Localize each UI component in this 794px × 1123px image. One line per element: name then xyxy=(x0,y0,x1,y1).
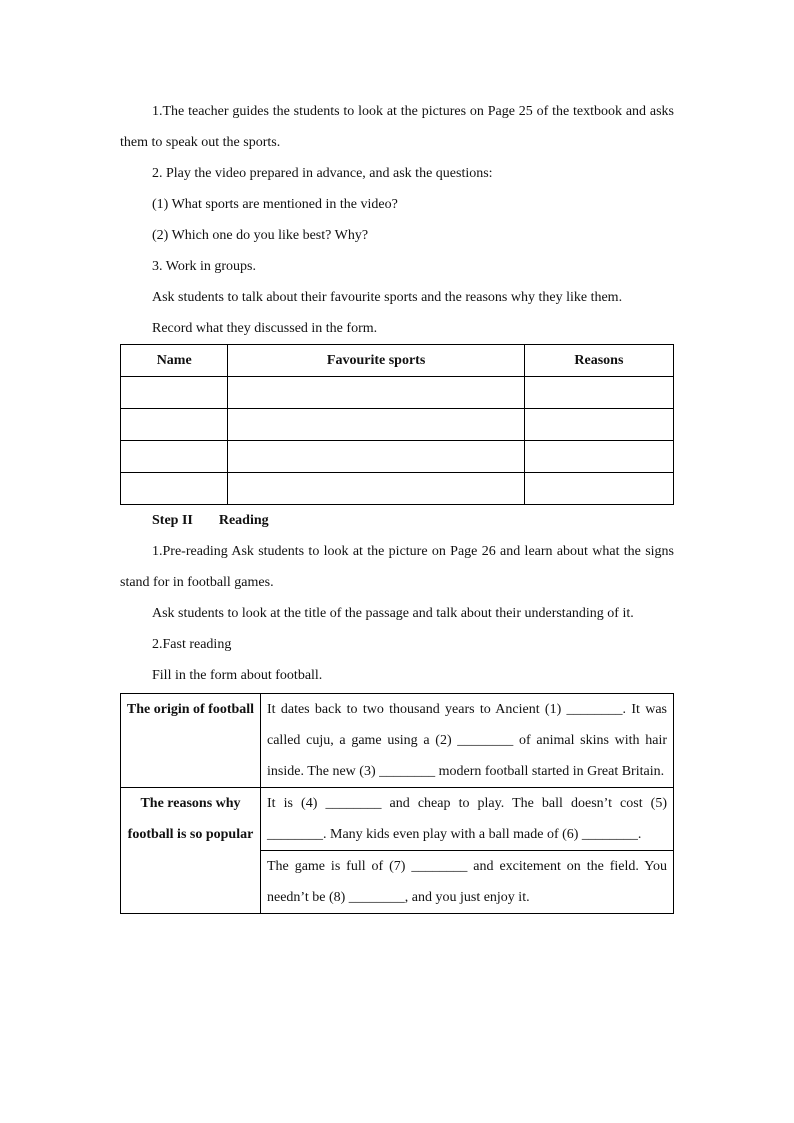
step-heading xyxy=(120,505,674,536)
header-reasons: Reasons xyxy=(524,345,673,377)
table-cell[interactable] xyxy=(121,441,228,473)
table-cell[interactable] xyxy=(121,473,228,505)
header-name: Name xyxy=(121,345,228,377)
table-cell[interactable] xyxy=(228,377,524,409)
table-cell[interactable] xyxy=(524,409,673,441)
intro-paragraph-2: 2. Play the video prepared in advance, and ask the questions: xyxy=(152,166,493,181)
origin-text: It dates back to two thousand years to Ancient (1) ________. It was called cuju, a game using a (2) ________ of animal skins with hair inside. The new (3) ________ modern football started in Great Britain. xyxy=(261,694,674,788)
football-table xyxy=(120,693,674,914)
intro-paragraph-5: Record what they discussed in the form. xyxy=(152,321,378,336)
reading-paragraph-4: Fill in the form about football. xyxy=(152,668,323,683)
table-row xyxy=(121,788,674,851)
intro-paragraph-4: Ask students to talk about their favourite sports and the reasons why they like them. xyxy=(152,290,623,305)
reading-paragraph-2: Ask students to look at the title of the passage and talk about their understanding of it. xyxy=(152,606,634,621)
reasons-text-2: The game is full of (7) ________ and excitement on the field. You needn’t be (8) ________, and you just enjoy it. xyxy=(261,851,674,914)
table-row xyxy=(121,473,674,505)
table-cell[interactable] xyxy=(524,473,673,505)
question-1: (1) What sports are mentioned in the video? xyxy=(152,197,398,212)
intro-paragraph-3: 3. Work in groups. xyxy=(152,259,257,274)
question-2: (2) Which one do you like best? Why? xyxy=(152,228,369,243)
header-favourite-sports: Favourite sports xyxy=(228,345,524,377)
document-content xyxy=(120,96,674,914)
table-cell[interactable] xyxy=(121,377,228,409)
reading-paragraph-1: 1.Pre-reading Ask students to look at the picture on Page 26 and learn about what the signs stand for in football games. xyxy=(120,544,674,590)
table-row xyxy=(121,694,674,788)
table-cell[interactable] xyxy=(524,377,673,409)
table-row xyxy=(121,377,674,409)
step-label: Step II xyxy=(152,513,193,528)
reasons-label: The reasons why football is so popular xyxy=(121,788,261,914)
step-title: Reading xyxy=(218,513,269,528)
table-cell[interactable] xyxy=(228,473,524,505)
table-header-row xyxy=(121,345,674,377)
table-row xyxy=(121,441,674,473)
table-cell[interactable] xyxy=(121,409,228,441)
intro-paragraph-1: 1.The teacher guides the students to look at the pictures on Page 25 of the textbook and asks them to speak out the sports. xyxy=(120,104,674,150)
table-cell[interactable] xyxy=(228,441,524,473)
reasons-text-1: It is (4) ________ and cheap to play. The ball doesn’t cost (5) ________. Many kids even play with a ball made of (6) ________. xyxy=(261,788,674,851)
table-cell[interactable] xyxy=(524,441,673,473)
table-row xyxy=(121,409,674,441)
reading-paragraph-3: 2.Fast reading xyxy=(152,637,232,652)
origin-label: The origin of football xyxy=(121,694,261,788)
sports-table xyxy=(120,344,674,505)
table-cell[interactable] xyxy=(228,409,524,441)
